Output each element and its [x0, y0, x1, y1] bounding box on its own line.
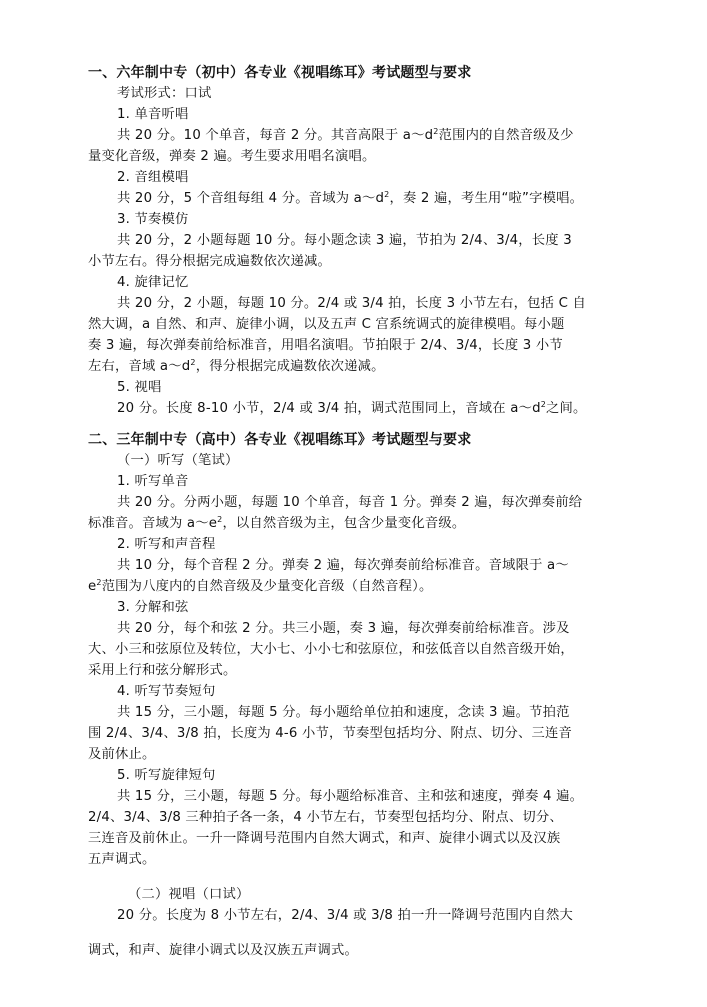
section2-title: 二、三年制中专（高中）各专业《视唱练耳》考试题型与要求 — [88, 432, 472, 448]
paragraph-line: 标准音。音域为 $a\sim e^2$，以自然音级为主，包含少量变化音级。 — [88, 515, 466, 531]
paragraph-line: 共 20 分，每个和弦 2 分。共三小题，奏 3 遍，每次弹奏前给标准音。涉及 — [117, 621, 570, 636]
paragraph-line: 共 15 分，三小题，每题 5 分。每小题给标准音、主和弦和速度，弹奏 4 遍。 — [117, 789, 584, 804]
item-heading: 4. 听写节奏短句 — [117, 684, 216, 699]
paragraph-line: 共 10 分，每个音程 2 分。弹奏 2 遍，每次弹奏前给标准音。音域限于 a～ — [117, 558, 569, 573]
paragraph-line: 大、小三和弦原位及转位，大小七、小小七和弦原位，和弦低音以自然音级开始， — [88, 642, 574, 657]
paragraph-line: $e^2$范围为八度内的自然音级及少量变化音级（自然音程）。 — [88, 578, 433, 594]
paragraph-line: 左右，音域 $a\sim d^2$，得分根据完成遍数依次递减。 — [88, 358, 385, 374]
paragraph-line: 采用上行和弦分解形式。 — [88, 663, 237, 678]
paragraph-line: 20 分。长度为 8 小节左右，2/4、3/4 或 3/8 拍一升一降调号范围内自然大 — [117, 908, 573, 923]
paragraph-line: 共 15 分，三小题，每题 5 分。每小题给单位拍和速度，念读 3 遍。节拍范 — [117, 705, 570, 720]
paragraph-line: 五声调式。 — [88, 852, 156, 867]
paragraph-line: 调式，和声、旋律小调式以及汉族五声调式。 — [88, 943, 358, 958]
paragraph-line: 然大调，a 自然、和声、旋律小调，以及五声 C 宫系统调式的旋律模唱。每小题 — [88, 317, 565, 332]
item-heading: 3. 分解和弦 — [117, 600, 189, 615]
paragraph-line: 围 2/4、3/4、3/8 拍，长度为 4-6 小节，节奏型包括均分、附点、切分、三连音 — [88, 726, 572, 741]
paragraph-line: 2/4、3/4、3/8 三种拍子各一条，4 小节左右，节奏型包括均分、附点、切分、 — [88, 810, 563, 825]
paragraph-line: 共 20 分。10 个单音，每音 2 分。其音高限于 $a\sim d^2$范围内的自然音级及少 — [117, 127, 574, 143]
item-heading: 3. 节奏模仿 — [117, 212, 189, 227]
paragraph-line: 量变化音级，弹奏 2 遍。考生要求用唱名演唱。 — [88, 149, 376, 164]
paragraph-line: 小节左右。得分根据完成遍数依次递减。 — [88, 254, 331, 269]
paragraph-line: 共 20 分，2 小题每题 10 分。每小题念读 3 遍，节拍为 2/4、3/4，长度 3 — [117, 233, 572, 248]
paragraph-line: 奏 3 遍，每次弹奏前给标准音，用唱名演唱。节拍限于 2/4、3/4，长度 3 小节 — [88, 338, 563, 353]
item-heading: 5. 视唱 — [117, 380, 162, 395]
item-heading: 1. 单音听唱 — [117, 107, 189, 122]
item-heading: 1. 听写单音 — [117, 474, 189, 489]
paragraph-line: 共 20 分。分两小题，每题 10 个单音，每音 1 分。弹奏 2 遍，每次弹奏前给 — [117, 495, 583, 510]
item-heading: 2. 听写和声音程 — [117, 537, 216, 552]
paragraph-line: 三连音及前休止。一升一降调号范围内自然大调式，和声、旋律小调式以及汉族 — [88, 831, 561, 846]
paragraph-line: 20 分。长度 8-10 小节，2/4 或 3/4 拍，调式范围同上，音域在 $a\sim d^2$之间。 — [117, 400, 587, 416]
paragraph-line: 共 20 分，2 小题，每题 10 分。2/4 或 3/4 拍，长度 3 小节左右，包括 C 自 — [117, 296, 586, 311]
section1-title: 一、六年制中专（初中）各专业《视唱练耳》考试题型与要求 — [88, 65, 472, 81]
item-heading: 4. 旋律记忆 — [117, 275, 189, 290]
part1-heading: （一）听写（笔试） — [117, 453, 239, 468]
item-heading: 5. 听写旋律短句 — [117, 768, 216, 783]
part2-heading: （二）视唱（口试） — [128, 887, 250, 902]
item-heading: 2. 音组模唱 — [117, 170, 189, 185]
paragraph-line: 共 20 分，5 个音组每组 4 分。音域为 $a\sim d^2$，奏 2 遍，考生用“啦”字模唱。 — [117, 190, 584, 206]
paragraph-line: 及前休止。 — [88, 747, 156, 762]
exam-form: 考试形式：口试 — [117, 86, 212, 101]
